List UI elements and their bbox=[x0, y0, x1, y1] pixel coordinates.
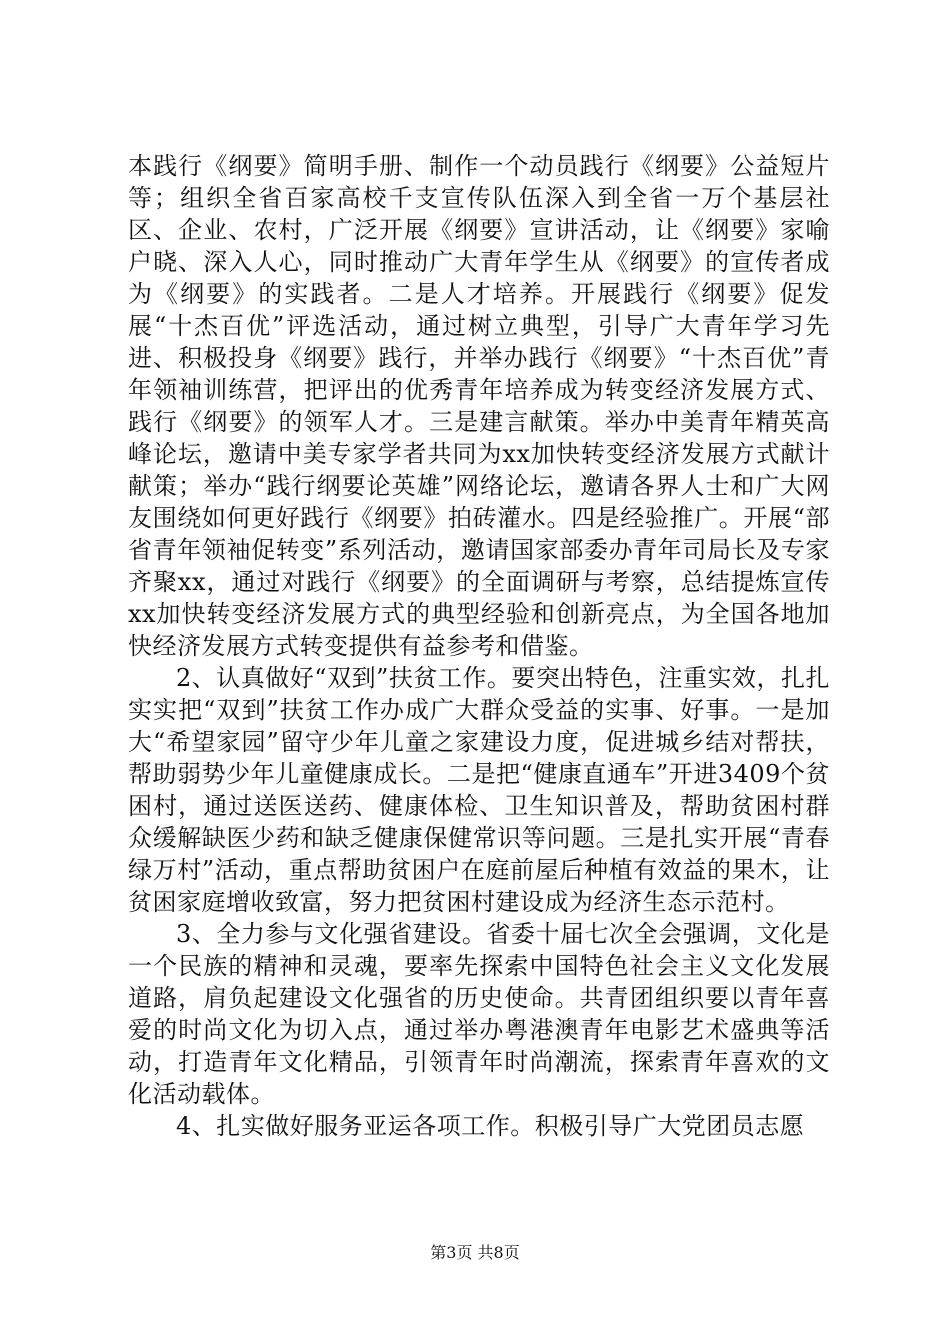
paragraph-4: 4、扎实做好服务亚运各项工作。积极引导广大党团员志愿 bbox=[176, 1112, 805, 1140]
paragraph-2: 2、认真做好“双到”扶贫工作。要突出特色，注重实效，扎扎实实把“双到”扶贫工作办成广大群众受益的实事、好事。一是加大“希望家园”留守少年儿童之家建设力度，促进城乡结对帮扶，帮助弱势少年儿童健康成长。二是把“健康直通车”开进3409个贫困村，通过送医送药、健康体检、卫生知识普及，帮助贫困村群众缓解缺医少药和缺乏健康保健常识等问题。三是扎实开展“青春绿万村”活动，重点帮助贫困户在庭前屋后种植有效益的果木，让贫困家庭增收致富，努力把贫困村建设成为经济生态示范村。 bbox=[128, 664, 830, 916]
paragraph-1: 本践行《纲要》简明手册、制作一个动员践行《纲要》公益短片等；组织全省百家高校千支宣传队伍深入到全省一万个基层社区、企业、农村，广泛开展《纲要》宣讲活动，让《纲要》家喻户晓、深入人心，同时推动广大青年学生从《纲要》的宣传者成为《纲要》的实践者。二是人才培养。开展践行《纲要》促发展“十杰百优”评选活动，通过树立典型，引导广大青年学习先进、积极投身《纲要》践行，并举办践行《纲要》“十杰百优”青年领袖训练营，把评出的优秀青年培养成为转变经济发展方式、践行《纲要》的领军人才。三是建言献策。举办中美青年精英高峰论坛，邀请中美专家学者共同为xx加快转变经济发展方式献计献策；举办“践行纲要论英雄”网络论坛，邀请各界人士和广大网友围绕如何更好践行《纲要》拍砖灌水。四是经验推广。开展“部省青年领袖促转变”系列活动，邀请国家部委办青年司局长及专家齐聚xx，通过对践行《纲要》的全面调研与考察，总结提炼宣传xx加快转变经济发展方式的典型经验和创新亮点，为全国各地加快经济发展方式转变提供有益参考和借鉴。 bbox=[128, 152, 830, 660]
page-indicator: 第3页 共8页 bbox=[430, 1243, 520, 1262]
paragraph-3: 3、全力参与文化强省建设。省委十届七次全会强调，文化是一个民族的精神和灵魂，要率先探索中国特色社会主义文化发展道路，肩负起建设文化强省的历史使命。共青团组织要以青年喜爱的时尚文化为切入点，通过举办粤港澳青年电影艺术盛典等活动，打造青年文化精品，引领青年时尚潮流，探索青年喜欢的文化活动载体。 bbox=[128, 920, 830, 1108]
page-footer bbox=[0, 1243, 950, 1263]
document-body bbox=[128, 150, 830, 1142]
